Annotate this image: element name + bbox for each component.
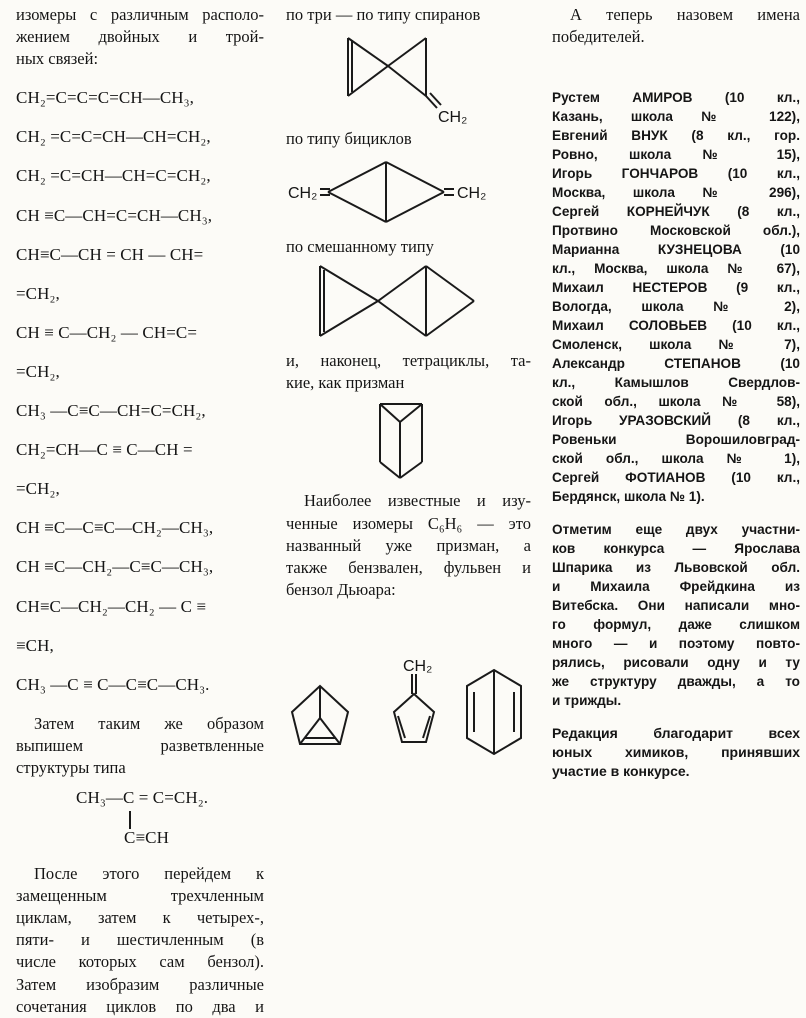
winner-line: Сергей ФОТИАНОВ (10 кл., xyxy=(552,470,800,486)
formula-line: =CH₂, xyxy=(16,361,60,381)
winner-line: Москва, школа № 296), xyxy=(552,185,800,201)
winner-line: Марианна КУЗНЕЦОВА (10 xyxy=(552,242,800,258)
branched-structure xyxy=(16,779,264,851)
text-line: бензол Дьюара: xyxy=(286,579,396,599)
winner-line: Михаил НЕСТЕРОВ (9 кл., xyxy=(552,280,800,296)
mixed-caption: по смешанному типу xyxy=(286,237,434,257)
note-line: рялись, рисовали одну и ту xyxy=(552,655,800,671)
formula-line: CH ≡ C—CH₂ — CH=C= xyxy=(16,322,198,342)
winner-line: Ровно, школа № 15), xyxy=(552,147,800,163)
note-line: Шпарика из Львовской обл. xyxy=(552,560,800,576)
formula-line: CH₂ =C=C=CH—CH=CH₂, xyxy=(16,127,211,147)
winner-line: Игорь УРАЗОВСКИЙ (8 кл., xyxy=(552,413,800,429)
thanks-line: Редакция благодарит всех xyxy=(552,725,800,742)
text-line: Затем изобразим различные xyxy=(16,974,264,994)
formula-line: CH ≡C—CH₂—C≡C—CH₃, xyxy=(16,557,214,577)
text-line: кие, как призман xyxy=(286,373,405,393)
text-line: числе которых сам бензол). xyxy=(16,952,264,972)
mixed-structure xyxy=(286,258,531,350)
benzene-isomers-structures xyxy=(286,646,531,761)
winners-list xyxy=(552,88,800,506)
text-line: замещенным трехчленным xyxy=(16,886,264,906)
branched-side-chain: C≡CH xyxy=(124,828,169,848)
note-line: много — и поэтому повто- xyxy=(552,636,800,652)
note-line: и трижды. xyxy=(552,693,622,709)
winner-line: Ровеньки Ворошиловград- xyxy=(552,432,800,448)
note-line: же структуру дважды, а то xyxy=(552,674,800,690)
text-line: жением двойных и трой- xyxy=(16,27,264,47)
winner-line: Протвино Московской обл.), xyxy=(552,223,800,239)
formula-line: CH₃ —C≡C—CH=C=CH₂, xyxy=(16,401,206,421)
winner-line: Смоленск, школа № 7), xyxy=(552,337,800,353)
dewar-benzene-structure xyxy=(467,670,521,754)
thanks-line: юных химиков, принявших xyxy=(552,744,800,761)
formula-line: CH≡C—CH₂—CH₂ — C ≡ xyxy=(16,596,207,616)
note-line: Витебска. Они написали мно- xyxy=(552,598,800,614)
note-line: Отметим еще двух участни- xyxy=(552,522,800,538)
text-line: победителей. xyxy=(552,27,645,47)
text-line: выпишем разветвленные xyxy=(16,735,264,755)
bicyclo-caption: по типу бициклов xyxy=(286,129,412,149)
spiro-ch2-label: CH₂ xyxy=(438,109,468,127)
formula-line: CH₂=C=C=C=CH—CH₃, xyxy=(16,88,195,108)
winner-line: Рустем АМИРОВ (10 кл., xyxy=(552,90,800,106)
text-line: структуры типа xyxy=(16,757,126,777)
winner-line: Евгений ВНУК (8 кл., гор. xyxy=(552,128,800,144)
bicyclo-right-ch2-label: CH₂ xyxy=(457,185,487,203)
formula-line: CH₂ =C=CH—CH=C=CH₂, xyxy=(16,166,211,186)
winner-line: Вологда, школа № 2), xyxy=(552,299,800,315)
formula-line: CH₃ —C ≡ C—C≡C—CH₃. xyxy=(16,674,210,694)
formula-line: =CH₂, xyxy=(16,479,60,499)
winner-line: кл., Камышлов Свердлов- xyxy=(552,375,800,391)
fulvene-ch2-label: CH₂ xyxy=(403,657,433,675)
bicyclo-left-ch2-label: CH₂ xyxy=(288,185,318,203)
winner-line: Бердянск, школа № 1). xyxy=(552,489,705,505)
text-line: сочетания циклов по два и xyxy=(16,996,264,1016)
branched-main-chain: CH₃—C = C=CH₂. xyxy=(76,788,209,808)
prismane-structure xyxy=(286,394,531,486)
winner-line: кл., Москва, школа № 67), xyxy=(552,261,800,277)
winner-line: Игорь ГОНЧАРОВ (10 кл., xyxy=(552,166,800,182)
column-3 xyxy=(552,0,800,781)
text-line: и, наконец, тетрациклы, та- xyxy=(286,351,531,371)
winner-line: Александр СТЕПАНОВ (10 xyxy=(552,356,800,372)
thanks-paragraph xyxy=(552,724,800,781)
text-line: А теперь назовем имена xyxy=(570,5,800,24)
formula-line: CH₂=CH—C ≡ C—CH = xyxy=(16,440,193,460)
text-line: изомеры с различным располо- xyxy=(16,5,264,24)
winner-line: Сергей КОРНЕЙЧУК (8 кл., xyxy=(552,204,800,220)
note-line: и Михаила Фрейдкина из xyxy=(552,579,800,595)
text-line: также бензвален, фульвен и xyxy=(286,557,531,577)
thanks-line: участие в конкурсе. xyxy=(552,763,690,780)
winner-line: ской обл., школа № 58), xyxy=(552,394,800,410)
text-line: Затем таким же образом xyxy=(34,713,264,733)
formula-line: CH ≡C—CH=C=CH—CH₃, xyxy=(16,205,213,225)
column-2 xyxy=(286,0,531,761)
note-paragraph xyxy=(552,520,800,710)
formula-line: =CH₂, xyxy=(16,283,60,303)
spiro-structure xyxy=(286,26,531,127)
text-line: циклам, затем к четырех-, xyxy=(16,908,264,928)
winner-line: ской обл., школа № 1), xyxy=(552,451,800,467)
winner-line: Казань, школа № 122), xyxy=(552,109,800,125)
text-line: Наиболее известные и изу- xyxy=(304,491,531,511)
formula-line: CH≡C—CH = CH — CH= xyxy=(16,244,204,264)
column-1 xyxy=(16,0,264,1018)
formula-line: CH ≡C—C≡C—CH₂—CH₃, xyxy=(16,518,214,538)
text-line: пяти- и шестичленным (в xyxy=(16,930,264,950)
formula-line: ≡CH, xyxy=(16,635,54,655)
bicyclo-structure xyxy=(286,150,531,234)
benzvalene-structure xyxy=(292,686,348,744)
note-line: ков конкурса — Ярослава xyxy=(552,541,800,557)
text-line: ных связей: xyxy=(16,49,99,69)
winner-line: Михаил СОЛОВЬЕВ (10 кл., xyxy=(552,318,800,334)
note-line: го формул, даже слишком xyxy=(552,617,800,633)
spiro-caption: по три — по типу спиранов xyxy=(286,5,481,24)
fulvene-structure xyxy=(394,674,434,742)
text-line: названный уже призман, а xyxy=(286,535,531,555)
text-line: ченные изомеры C₆H₆ — это xyxy=(286,513,531,533)
text-line: После этого перейдем к xyxy=(34,864,264,884)
